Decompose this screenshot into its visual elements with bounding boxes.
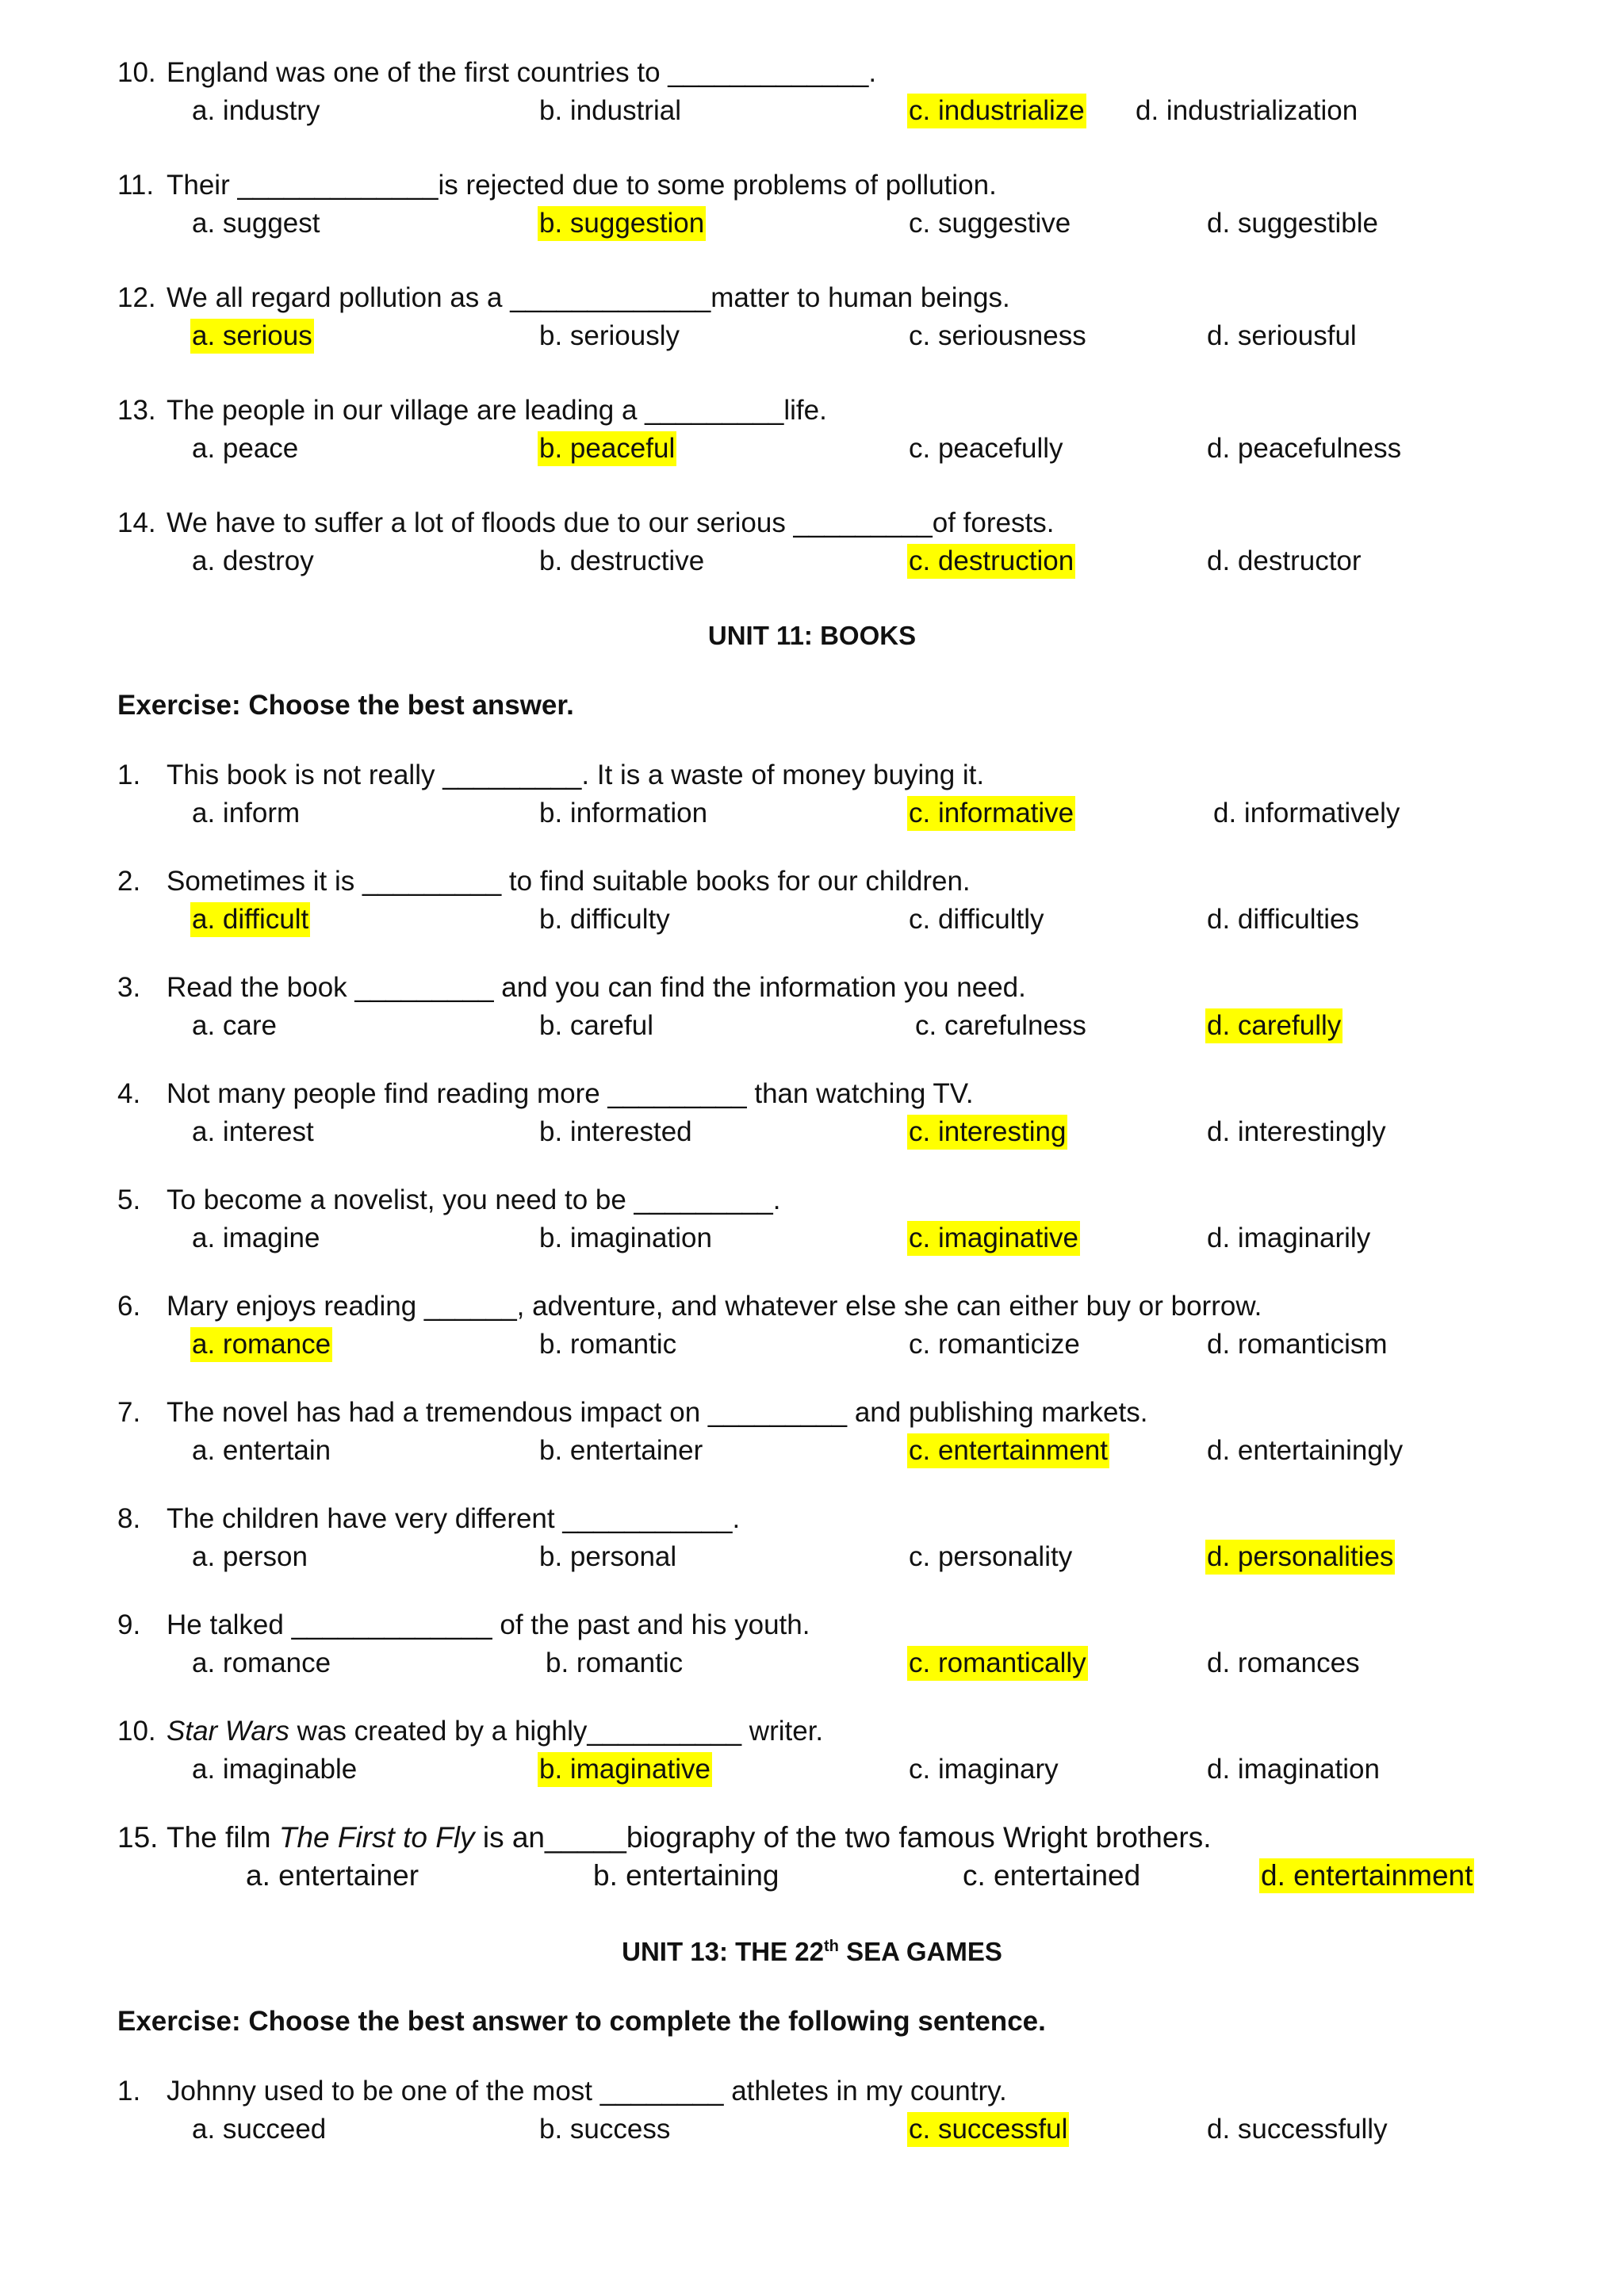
question-text: Read the book _________ and you can find the information you need. — [167, 972, 1026, 1003]
question-number: 1. — [117, 2076, 141, 2107]
options-row — [117, 1008, 1545, 1047]
question-text: Sometimes it is _________ to find suitable books for our children. — [167, 866, 971, 897]
option-b[interactable]: b. romantic — [539, 1329, 677, 1360]
option-b[interactable]: b. imaginative — [538, 1752, 712, 1787]
question-11-unit10 — [117, 168, 1545, 244]
option-d[interactable]: d. destructor — [1207, 545, 1362, 576]
option-d[interactable]: d. entertainingly — [1207, 1435, 1404, 1466]
question-text: England was one of the first countries to _____________. — [167, 57, 877, 88]
options-row — [117, 431, 1545, 469]
question-text: This book is not really _________. It is a waste of money buying it. — [167, 760, 985, 790]
unit-13-heading — [0, 1934, 1624, 1969]
question-number: 13. — [117, 395, 156, 426]
option-d[interactable]: d. interestingly — [1207, 1116, 1386, 1147]
option-b[interactable]: b. difficulty — [539, 904, 670, 935]
question-number: 1. — [117, 760, 141, 790]
question-8-unit11 — [117, 1502, 1545, 1578]
option-c[interactable]: c. suggestive — [909, 208, 1071, 239]
option-b[interactable]: b. interested — [539, 1116, 692, 1147]
question-number: 7. — [117, 1397, 141, 1428]
option-c[interactable]: c. successful — [907, 2112, 1069, 2147]
option-c[interactable]: c. imaginative — [907, 1221, 1080, 1256]
question-text-italic: The First to Fly — [278, 1821, 475, 1854]
option-a[interactable]: a. inform — [192, 798, 301, 828]
option-c[interactable]: c. romantically — [907, 1646, 1088, 1681]
option-a[interactable]: a. difficult — [190, 902, 310, 937]
option-a[interactable]: a. interest — [192, 1116, 314, 1147]
option-d[interactable]: d. informatively — [1213, 798, 1400, 828]
options-row — [117, 2112, 1545, 2150]
question-text: Mary enjoys reading ______, adventure, and whatever else she can either buy or borrow. — [167, 1291, 1262, 1322]
options-row — [117, 319, 1545, 357]
option-b[interactable]: b. industrial — [539, 95, 681, 126]
question-text: We all regard pollution as a _____________matter to human beings. — [167, 282, 1010, 313]
option-b[interactable]: b. careful — [539, 1010, 653, 1041]
option-d[interactable]: d. romanticism — [1207, 1329, 1388, 1360]
question-text: Their _____________is rejected due to some problems of pollution. — [167, 170, 997, 201]
options-row — [117, 1646, 1545, 1684]
option-a[interactable]: a. romance — [192, 1647, 331, 1678]
option-a[interactable]: a. imagine — [192, 1223, 320, 1253]
option-c[interactable]: c. personality — [909, 1541, 1073, 1572]
option-a[interactable]: a. serious — [190, 319, 314, 354]
question-text — [167, 1714, 823, 1749]
question-text: Johnny used to be one of the most ________ athletes in my country. — [167, 2076, 1007, 2107]
option-c[interactable]: c. entertainment — [907, 1433, 1109, 1468]
heading-text-rest: SEA GAMES — [838, 1937, 1002, 1966]
question-number: 9. — [117, 1609, 141, 1640]
option-d[interactable]: d. personalities — [1205, 1540, 1395, 1575]
option-c[interactable]: c. peacefully — [909, 433, 1063, 464]
option-c[interactable]: c. seriousness — [909, 320, 1086, 351]
question-text: The children have very different ___________. — [167, 1503, 741, 1534]
option-c[interactable]: c. imaginary — [909, 1754, 1059, 1785]
option-c[interactable]: c. romanticize — [909, 1329, 1080, 1360]
question-number: 3. — [117, 972, 141, 1003]
question-10-unit11 — [117, 1714, 1545, 1790]
option-a[interactable]: a. entertainer — [246, 1859, 419, 1892]
option-a[interactable]: a. person — [192, 1541, 308, 1572]
question-14-unit10 — [117, 506, 1545, 582]
option-d[interactable]: d. imagination — [1207, 1754, 1380, 1785]
option-c[interactable]: c. entertained — [963, 1859, 1141, 1892]
option-b[interactable]: b. peaceful — [538, 431, 676, 466]
option-a[interactable]: a. destroy — [192, 545, 314, 576]
option-a[interactable]: a. romance — [190, 1327, 332, 1362]
question-text-rest: was created by a highly__________ writer. — [289, 1716, 824, 1747]
question-text: Not many people find reading more _________ than watching TV. — [167, 1078, 974, 1109]
option-d[interactable]: d. peacefulness — [1207, 433, 1402, 464]
options-row — [117, 544, 1545, 582]
question-text: To become a novelist, you need to be _________. — [167, 1184, 781, 1215]
options-row — [117, 1221, 1545, 1259]
unit-11-heading: UNIT 11: BOOKS — [707, 621, 917, 650]
question-10-unit10 — [117, 55, 1545, 132]
option-b[interactable]: b. information — [539, 798, 708, 828]
question-9-unit11 — [117, 1608, 1545, 1684]
option-a[interactable]: a. succeed — [192, 2114, 327, 2145]
options-row — [117, 1540, 1545, 1578]
question-number: 6. — [117, 1291, 141, 1322]
option-d[interactable]: d. romances — [1207, 1647, 1360, 1678]
option-c[interactable]: c. informative — [907, 796, 1075, 831]
option-d[interactable]: d. entertainment — [1261, 1859, 1473, 1892]
question-5-unit11 — [117, 1183, 1545, 1259]
options-row — [117, 94, 1545, 132]
question-text: He talked _____________ of the past and his youth. — [167, 1609, 810, 1640]
question-number: 15. — [117, 1821, 159, 1854]
option-b[interactable]: b. entertainer — [539, 1435, 703, 1466]
question-1-unit11 — [117, 758, 1545, 834]
question-7-unit11 — [117, 1395, 1545, 1471]
option-d[interactable]: d. seriousful — [1207, 320, 1357, 351]
options-row — [117, 1858, 1545, 1896]
option-a[interactable]: a. industry — [192, 95, 320, 126]
question-text-rest: is an_____biography of the two famous Wright brothers. — [474, 1821, 1212, 1854]
exercise-instruction-unit11: Exercise: Choose the best answer. — [117, 690, 574, 721]
options-row — [117, 1327, 1545, 1365]
question-13-unit10 — [117, 393, 1545, 469]
heading-text: UNIT 13: THE 22 — [622, 1937, 825, 1966]
question-text: The novel has had a tremendous impact on _________ and publishing markets. — [167, 1397, 1148, 1428]
question-number: 10. — [117, 57, 156, 88]
options-row — [117, 206, 1545, 244]
option-d[interactable]: d. carefully — [1205, 1008, 1342, 1043]
question-text: The people in our village are leading a _________life. — [167, 395, 827, 426]
option-c[interactable]: c. difficultly — [909, 904, 1044, 935]
question-number: 10. — [117, 1716, 156, 1747]
option-d[interactable]: d. imaginarily — [1207, 1223, 1371, 1253]
question-text: We have to suffer a lot of floods due to our serious _________of forests. — [167, 507, 1055, 538]
question-2-unit11 — [117, 864, 1545, 940]
question-number: 8. — [117, 1503, 141, 1534]
heading-superscript: th — [824, 1938, 839, 1955]
option-b[interactable]: b. personal — [539, 1541, 677, 1572]
option-b[interactable]: b. entertaining — [593, 1859, 779, 1892]
option-b[interactable]: b. romantic — [546, 1647, 684, 1678]
option-b[interactable]: b. success — [539, 2114, 671, 2145]
question-6-unit11 — [117, 1289, 1545, 1365]
option-a[interactable]: a. care — [192, 1010, 277, 1041]
option-d[interactable]: d. suggestible — [1207, 208, 1378, 239]
question-12-unit10 — [117, 281, 1545, 357]
question-number: 14. — [117, 507, 156, 538]
option-b[interactable]: b. destructive — [539, 545, 705, 576]
option-a[interactable]: a. imaginable — [192, 1754, 358, 1785]
question-4-unit11 — [117, 1077, 1545, 1153]
options-row — [117, 1752, 1545, 1790]
options-row — [117, 796, 1545, 834]
option-d[interactable]: d. industrialization — [1136, 95, 1358, 126]
option-b[interactable]: b. imagination — [539, 1223, 712, 1253]
question-15-unit11 — [117, 1820, 1545, 1896]
question-number: 12. — [117, 282, 156, 313]
option-c[interactable]: c. destruction — [907, 544, 1075, 579]
question-number: 11. — [117, 170, 155, 201]
option-b[interactable]: b. suggestion — [538, 206, 706, 241]
question-3-unit11 — [117, 970, 1545, 1047]
option-a[interactable]: a. suggest — [192, 208, 320, 239]
option-d[interactable]: d. difficulties — [1207, 904, 1359, 935]
question-1-unit13 — [117, 2074, 1545, 2150]
option-b[interactable]: b. seriously — [539, 320, 680, 351]
exercise-instruction-unit13: Exercise: Choose the best answer to complete the following sentence. — [117, 2006, 1046, 2037]
option-c[interactable]: c. interesting — [907, 1115, 1067, 1150]
question-number: 5. — [117, 1184, 141, 1215]
options-row — [117, 1433, 1545, 1471]
options-row — [117, 1115, 1545, 1153]
question-text-italic: Star Wars — [167, 1716, 289, 1747]
question-text-pre: The film — [167, 1821, 279, 1854]
question-number: 4. — [117, 1078, 141, 1109]
question-number: 2. — [117, 866, 141, 897]
options-row — [117, 902, 1545, 940]
option-c[interactable]: c. carefulness — [915, 1010, 1086, 1041]
option-d[interactable]: d. successfully — [1207, 2114, 1388, 2145]
option-a[interactable]: a. entertain — [192, 1435, 331, 1466]
question-text — [167, 1820, 1212, 1855]
option-a[interactable]: a. peace — [192, 433, 299, 464]
option-c[interactable]: c. industrialize — [907, 94, 1086, 128]
